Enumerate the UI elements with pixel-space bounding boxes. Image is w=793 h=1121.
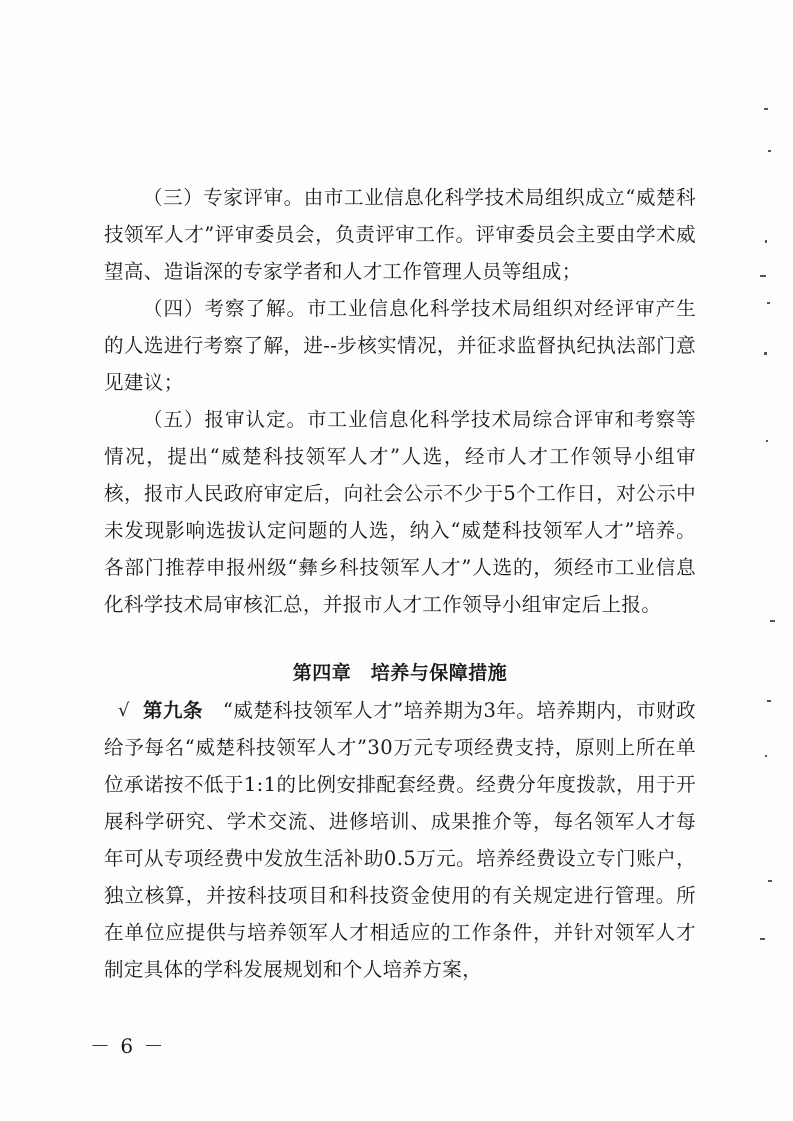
scan-artifact	[760, 275, 766, 277]
scan-artifact	[764, 108, 768, 110]
article-body: “威楚科技领军人才”培养期为3年。培养期内，市财政给予每名“威楚科技领军人才”30万元专项经费支持，原则上所在单位承诺按不低于1:1的比例安排配套经费。经费分年度拨款，用于开展科学研究、学术交流、进修培训、成果推介等，每名领军人才每年可从专项经费中发放生活补助0.5万元。培养经费设立专门账户，独立核算，并按科技项目和科技资金使用的有关规定进行管理。所在单位应提供与培养领军人才相适应的工作条件，并针对领军人才制定具体的学科发展规划和个人培养方案，	[104, 699, 696, 981]
paragraph-expert-review: （三）专家评审。由市工业信息化科学技术局组织成立“威楚科技领军人才”评审委员会，负责评审工作。评审委员会主要由学术威望高、造诣深的专家学者和人才工作管理人员等组成；	[104, 186, 696, 283]
scan-artifact	[768, 880, 772, 882]
article-nine	[104, 692, 696, 988]
paragraph-inspection: （四）考察了解。市工业信息化科学技术局组织对经评审产生的人选进行考察了解，进--步核实情况，并征求监督执纪执法部门意见建议；	[104, 297, 696, 394]
scan-artifact	[767, 700, 771, 702]
handwritten-check-mark: √	[118, 700, 130, 721]
chapter-title: 第四章 培养与保障措施	[292, 662, 508, 684]
scan-artifact	[770, 620, 775, 622]
page-number: － 6 －	[90, 1034, 166, 1058]
paragraph-approval: （五）报审认定。市工业信息化科学技术局综合评审和考察等情况，提出“威楚科技领军人才”人选，经市人才工作领导小组审核，报市人民政府审定后，向社会公示不少于5个工作日，对公示中未发现影响选拔认定问题的人选，纳入“威楚科技领军人才”培养。各部门推荐申报州级“彝乡科技领军人才”人选的，须经市工业信息化科学技术局审核汇总，并报市人才工作领导小组审定后上报。	[104, 408, 696, 616]
scan-artifact	[766, 440, 768, 442]
scan-artifact	[768, 150, 771, 152]
scan-artifact	[760, 938, 765, 940]
scan-artifact	[765, 755, 767, 757]
scan-artifact	[765, 240, 767, 243]
scan-artifact	[764, 352, 767, 355]
article-label: 第九条	[143, 699, 203, 722]
scan-artifact	[767, 302, 770, 304]
